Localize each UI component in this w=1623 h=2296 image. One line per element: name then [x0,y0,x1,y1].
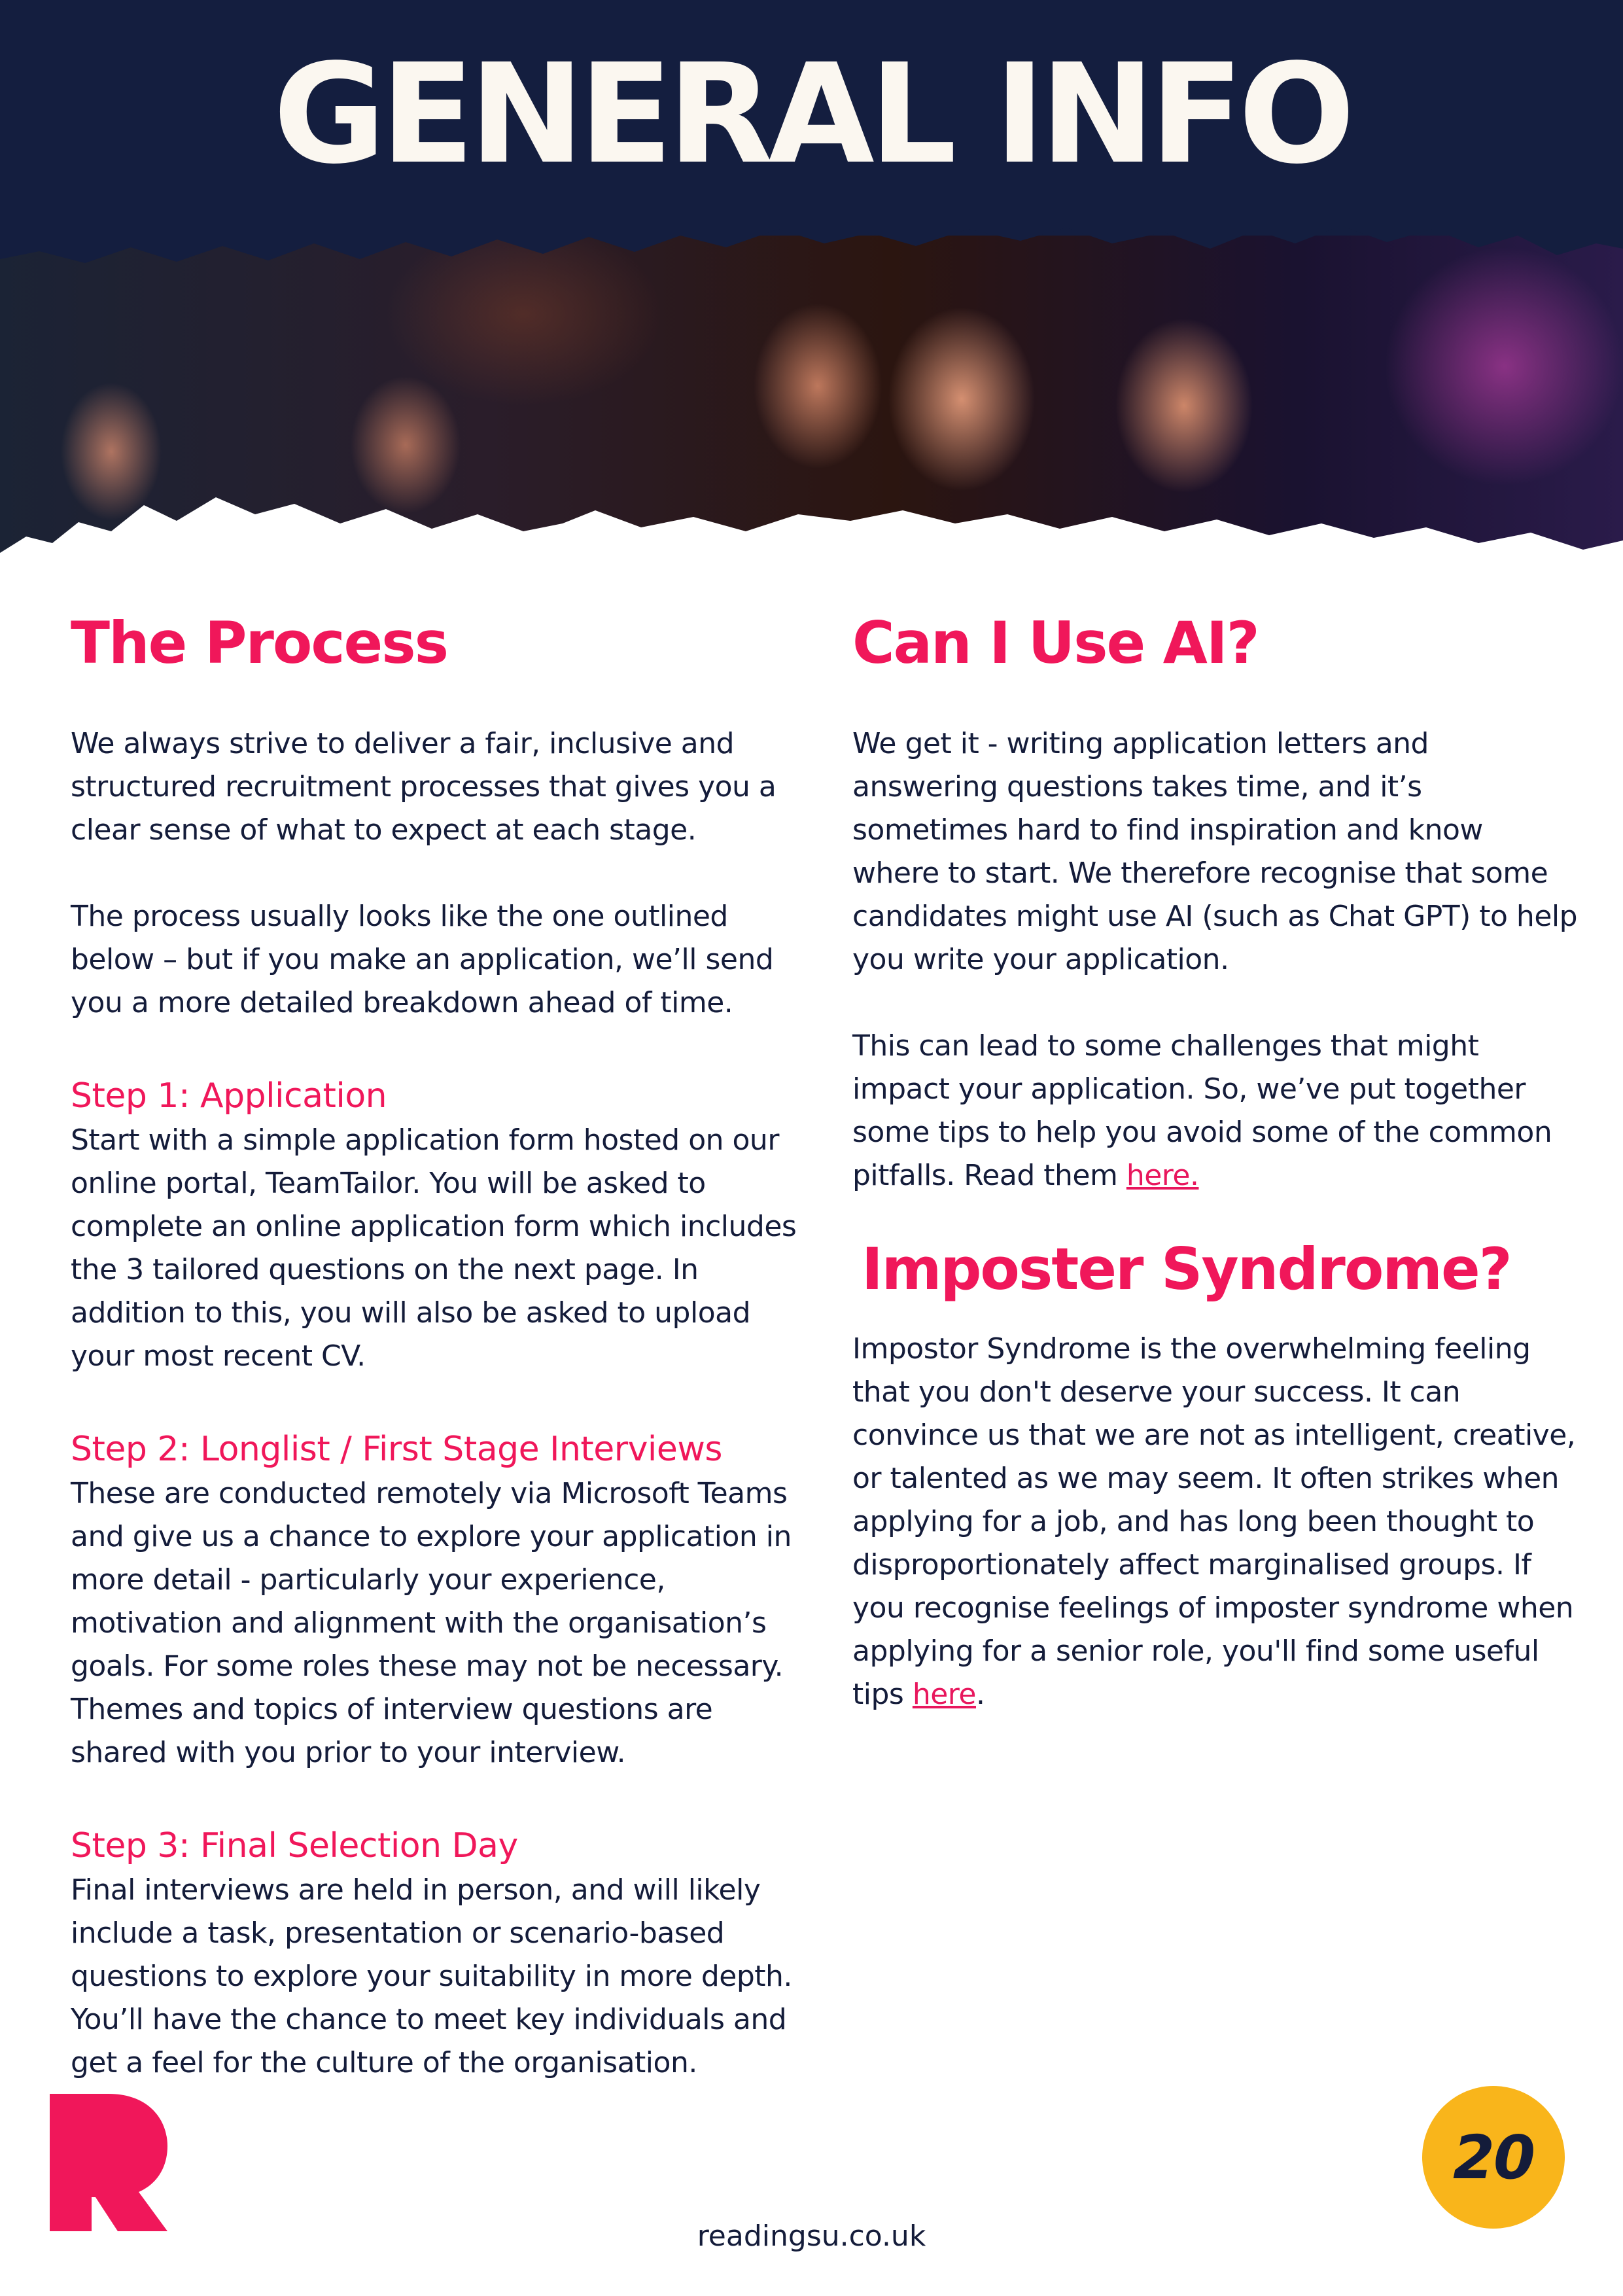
ai-column [852,609,1579,1716]
imposter-heading: Imposter Syndrome? [862,1235,1511,1303]
r-logo-icon [50,2094,167,2231]
step-1-title: Step 1: Application [71,1076,387,1116]
step-3-title: Step 3: Final Selection Day [71,1826,518,1865]
process-outline: The process usually looks like the one outlined below – but if you make an application, we’ll send you a more detailed breakdown ahead of time. [71,899,774,1019]
ai-tips-link[interactable]: here. [1126,1158,1199,1192]
page-number: 20 [1452,2122,1535,2193]
step-2-body: These are conducted remotely via Microsoft Teams and give us a chance to explore your application in more detail - particularly your experience, motivation and alignment with the organisation’s goals. For some roles these may not be necessary. Themes and topics of interview questions are shared with you prior to your interview. [71,1476,792,1769]
imposter-trailing: . [976,1677,985,1711]
hero-banner [0,0,1623,589]
step-3-body: Final interviews are held in person, and will likely include a task, presentation or scenario-based questions to explore your suitability in more depth. You’ll have the chance to meet key individuals and get a feel for the culture of the organisation. [71,1873,792,2079]
page-number-badge [1422,2086,1565,2229]
step-1-body: Start with a simple application form hosted on our online portal, TeamTailor. You will be asked to complete an online application form which includes the 3 tailored questions on the next page. In addition to this, you will also be asked to upload your most recent CV. [71,1123,797,1373]
process-heading: The Process [71,609,447,677]
ai-para-2-text: This can lead to some challenges that might impact your application. So, we’ve put together some tips to help you avoid some of the common pitfalls. Read them [852,1029,1552,1192]
step-2-title: Step 2: Longlist / First Stage Interviews [71,1429,722,1469]
imposter-body [852,1328,1579,1716]
ai-heading: Can I Use AI? [852,609,1259,677]
footer-url[interactable]: readingsu.co.uk [697,2219,926,2253]
page-title: GENERAL INFO [273,34,1350,194]
ai-para-2 [852,1025,1579,1197]
process-intro: We always strive to deliver a fair, inclusive and structured recruitment processes that gives you a clear sense of what to expect at each stage. [71,726,777,847]
imposter-body-text: Impostor Syndrome is the overwhelming feeling that you don't deserve your success. It can convince us that we are not as intelligent, creative, or talented as we may seem. It often strikes when applying for a job, and has long been thought to disproportionately affect marginalised groups. If you recognise feelings of imposter syndrome when applying for a senior role, you'll find some useful tips [852,1332,1576,1711]
process-column [71,609,816,2085]
ai-para-1: We get it - writing application letters and answering questions takes time, and it’s sometimes hard to find inspiration and know where to start. We therefore recognise that some candidates might use AI (such as Chat GPT) to help you write your application. [852,726,1578,976]
imposter-tips-link[interactable]: here [912,1677,976,1711]
